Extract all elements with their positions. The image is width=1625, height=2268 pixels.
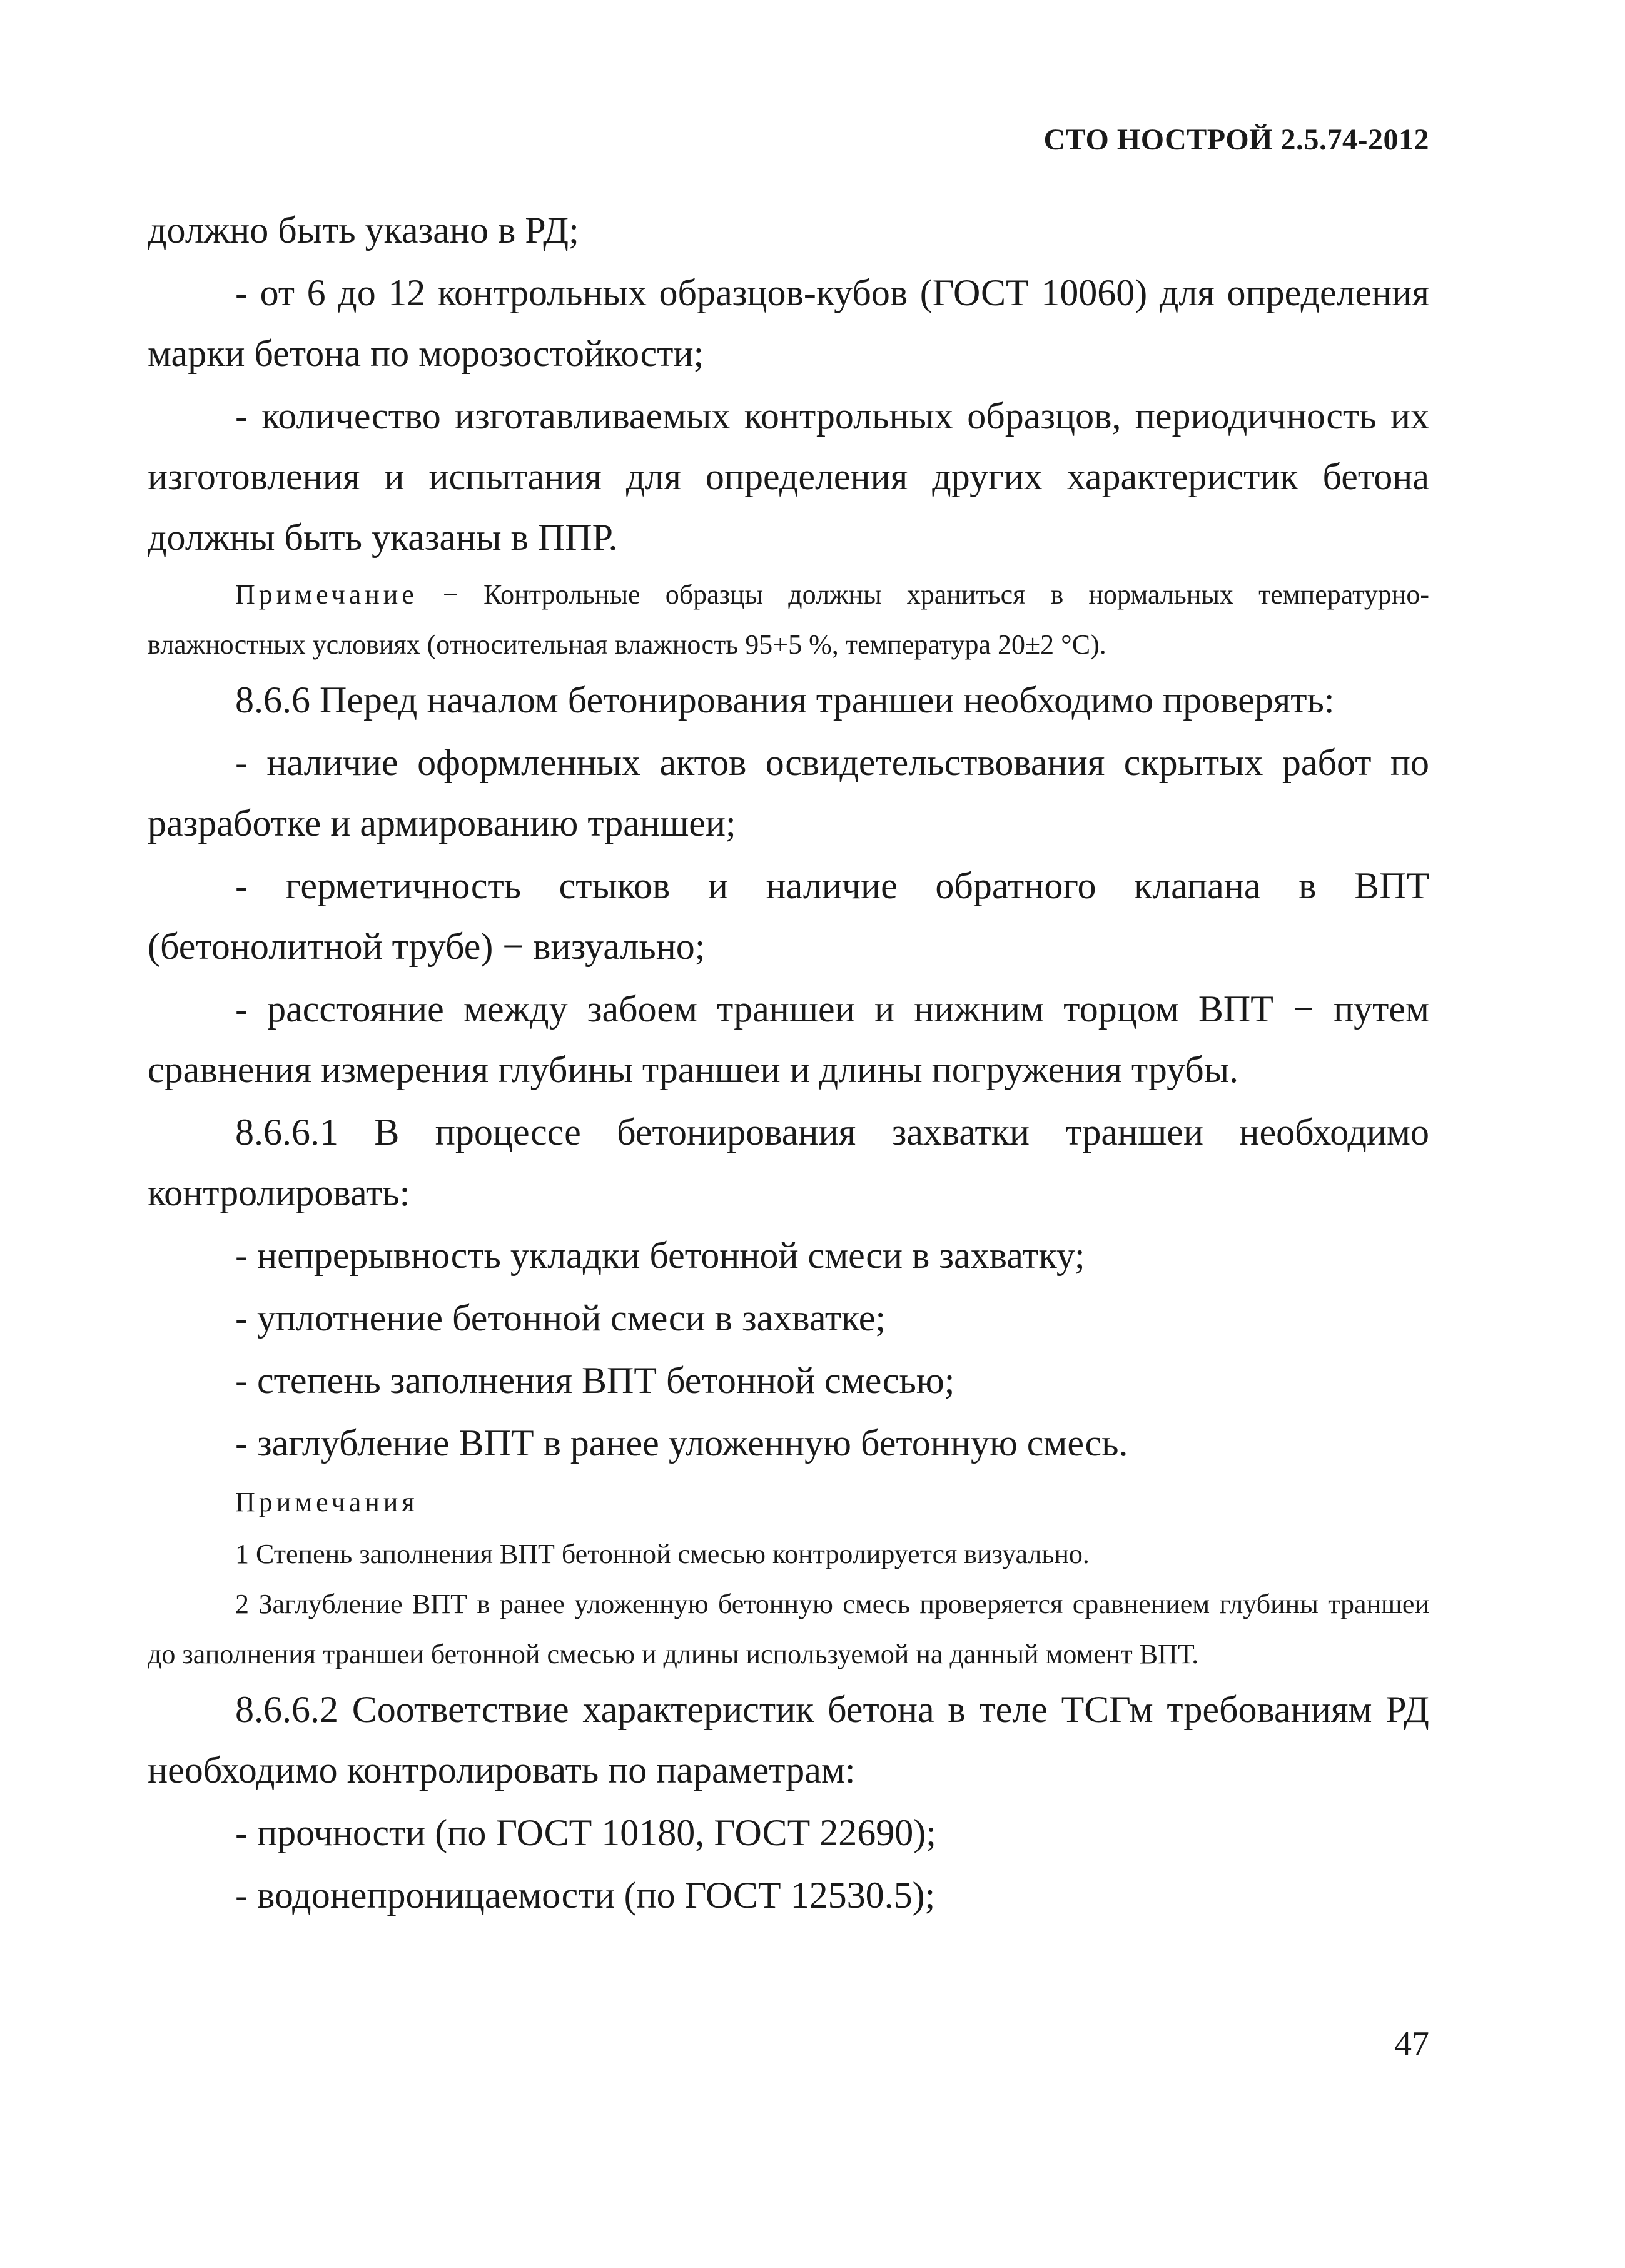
paragraph: - от 6 до 12 контрольных образцов-кубов (ГОСТ 10060) для определения марки бетона по морозостойкости; (148, 272, 1429, 374)
paragraph: - расстояние между забоем траншеи и нижним торцом ВПТ − путем сравнения измерения глубины траншеи и длины погружения трубы. (148, 988, 1429, 1090)
page-number: 47 (1394, 2025, 1429, 2063)
list-item: - прочности (по ГОСТ 10180, ГОСТ 22690); (235, 1812, 936, 1853)
paragraph: - наличие оформленных актов освидетельствования скрытых работ по разработке и армированию траншеи; (148, 742, 1429, 844)
section-8-6-6-2: 8.6.6.2 Соответствие характеристик бетона в теле ТСГм требованиям РД необходимо контролировать по параметрам: (148, 1689, 1429, 1791)
note-label: Примечание (235, 579, 418, 610)
note: 2 Заглубление ВПТ в ранее уложенную бетонную смесь проверяется сравнением глубины траншеи до заполнения траншеи бетонной смесью и длины используемой на данный момент ВПТ. (148, 1589, 1429, 1669)
list-item: - непрерывность укладки бетонной смеси в захватку; (235, 1235, 1085, 1276)
paragraph: должно быть указано в РД; (148, 210, 579, 251)
paragraph: - количество изготавливаемых контрольных образцов, периодичность их изготовления и испытания для определения других характеристик бетона должны быть указаны в ППР. (148, 395, 1429, 558)
note-text: − Контрольные образцы должны храниться в нормальных температурно-влажностных условиях (относительная влажность 95+5 %, температура 20±2 °С). (148, 579, 1429, 660)
document-body (148, 200, 1429, 1928)
note (148, 570, 1429, 670)
notes-heading: Примечания (235, 1487, 418, 1517)
list-item: - заглубление ВПТ в ранее уложенную бетонную смесь. (235, 1422, 1128, 1464)
paragraph: - герметичность стыков и наличие обратного клапана в ВПТ (бетонолитной трубе) − визуально; (148, 865, 1429, 967)
document-header: СТО НОСТРОЙ 2.5.74-2012 (1043, 123, 1429, 156)
list-item: - водонепроницаемости (по ГОСТ 12530.5); (235, 1875, 936, 1916)
section-8-6-6-1: 8.6.6.1 В процессе бетонирования захватки траншеи необходимо контролировать: (148, 1111, 1429, 1213)
note: 1 Степень заполнения ВПТ бетонной смесью контролируется визуально. (235, 1539, 1090, 1569)
list-item: - степень заполнения ВПТ бетонной смесью; (235, 1360, 955, 1401)
section-8-6-6: 8.6.6 Перед началом бетонирования траншеи необходимо проверять: (235, 679, 1335, 721)
list-item: - уплотнение бетонной смеси в захватке; (235, 1297, 886, 1339)
